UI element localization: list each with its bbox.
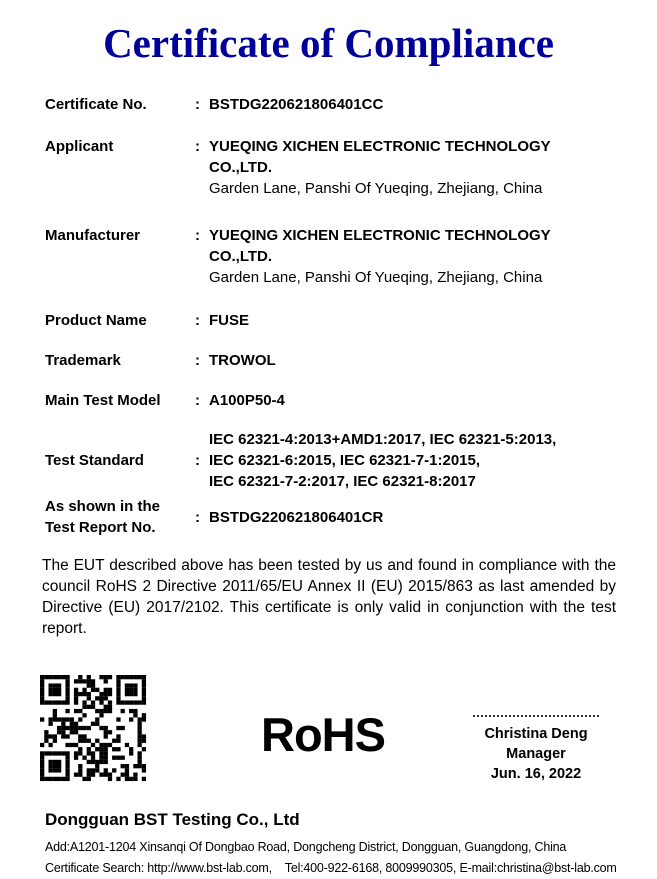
test-report-no-value: BSTDG220621806401CR (209, 508, 384, 526)
manufacturer-value-block (209, 225, 617, 288)
test-standard-line: IEC 62321-7-2:2017, IEC 62321-8:2017 (209, 473, 476, 490)
manufacturer-label: Manufacturer (45, 227, 141, 244)
field-row-product-name (45, 310, 617, 331)
field-colon: : (195, 96, 200, 113)
field-colon: : (195, 312, 200, 329)
field-row-trademark (45, 350, 617, 371)
field-colon: : (195, 352, 200, 369)
footer-contact: Certificate Search: http://www.bst-lab.com, Tel:400-922-6168, 8009990305, E-mail:christina@bst-lab.com (45, 861, 617, 875)
field-colon: : (195, 138, 200, 155)
product-name-label: Product Name (45, 312, 147, 329)
certificate-no-value: BSTDG220621806401CC (209, 96, 384, 113)
certificate-no-label: Certificate No. (45, 96, 147, 113)
test-standard-line: IEC 62321-6:2015, IEC 62321-7-1:2015, (209, 452, 481, 469)
footer-address: Add:A1201-1204 Xinsanqi Of Dongbao Road, Dongcheng District, Dongguan, Guangdong, China (45, 840, 567, 854)
field-row-certificate-no (45, 94, 617, 115)
qr-code (40, 675, 146, 781)
trademark-label: Trademark (45, 352, 121, 369)
manufacturer-address: Garden Lane, Panshi Of Yueqing, Zhejiang, China (209, 269, 543, 286)
field-colon: : (195, 392, 200, 409)
main-test-model-value: A100P50-4 (209, 392, 285, 409)
field-row-test-standard (45, 429, 617, 492)
certificate-title: Certificate of Compliance (103, 20, 554, 66)
main-test-model-label: Main Test Model (45, 392, 161, 409)
compliance-statement: The EUT described above has been tested by us and found in compliance with the council RoHS 2 Directive 2011/65/EU Annex II (EU) 2015/863 as last amended by Directive (EU) 2017/2102. This certificate is only valid in conjunction with the test report. (42, 557, 616, 637)
applicant-value-block (209, 136, 617, 199)
applicant-address: Garden Lane, Panshi Of Yueqing, Zhejiang, China (209, 180, 543, 197)
signature-date: Jun. 16, 2022 (490, 766, 582, 782)
test-standard-label: Test Standard (45, 452, 144, 469)
rohs-mark: RoHS (261, 708, 385, 761)
product-name-value: FUSE (209, 312, 250, 329)
field-row-applicant (45, 136, 617, 199)
field-row-main-test-model (45, 390, 617, 411)
trademark-value: TROWOL (209, 352, 276, 369)
footer (0, 810, 657, 879)
field-row-manufacturer (45, 225, 617, 288)
signature-name: Christina Deng (484, 726, 588, 742)
certificate-fields (0, 94, 657, 538)
test-standard-value-block (209, 429, 556, 492)
test-standard-line: IEC 62321-4:2013+AMD1:2017, IEC 62321-5:2013, (209, 431, 557, 448)
field-colon: : (195, 452, 200, 469)
field-row-test-report-no (45, 496, 617, 538)
test-report-no-label-line1: As shown in the (45, 498, 161, 515)
field-colon: : (195, 508, 200, 526)
manufacturer-company: YUEQING XICHEN ELECTRONIC TECHNOLOGY CO.,LTD. (209, 227, 551, 265)
stamp-signature-band (0, 675, 657, 784)
signature-title: Manager (506, 746, 566, 762)
test-report-no-label-line2: Test Report No. (45, 519, 156, 536)
footer-company-name: Dongguan BST Testing Co., Ltd (45, 810, 300, 829)
field-colon: : (195, 227, 200, 244)
applicant-label: Applicant (45, 138, 114, 155)
signature-dotted-line (473, 715, 599, 717)
signature-block (460, 715, 612, 784)
applicant-company: YUEQING XICHEN ELECTRONIC TECHNOLOGY CO.,LTD. (209, 138, 551, 176)
test-report-no-label (45, 496, 195, 538)
